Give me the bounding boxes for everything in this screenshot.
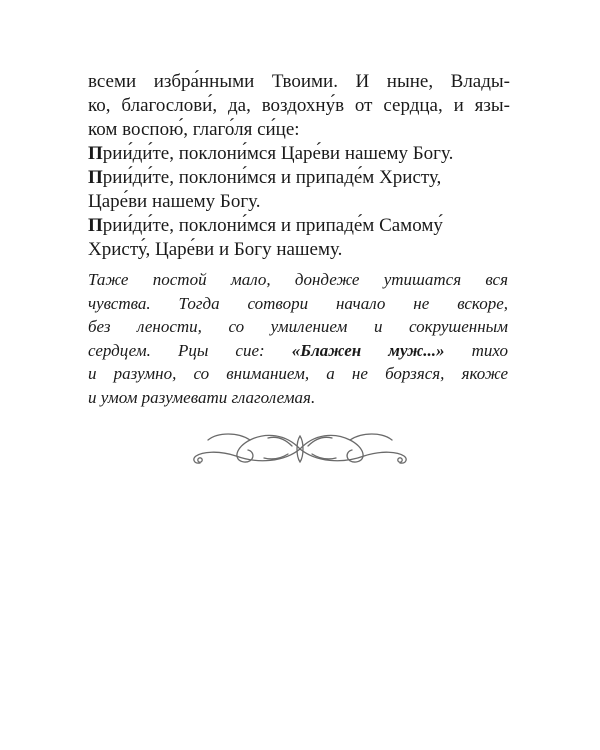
rubric-line: без лености, со умилением и сокрушенным bbox=[88, 317, 508, 337]
prayer-line: ком воспою́, глаго́ля си́це: bbox=[88, 119, 300, 140]
verse-initial: П bbox=[88, 167, 103, 188]
rubric-line: и умом разумевати глаголемая. bbox=[88, 387, 316, 407]
verse-text: рии́ди́те, поклони́мся и припаде́м Христу, bbox=[102, 167, 442, 188]
rubric-line: чувства. Тогда сотвори начало не вскоре, bbox=[88, 293, 508, 313]
rubric-instruction bbox=[88, 268, 508, 410]
rubric-line bbox=[88, 339, 508, 363]
verse-line bbox=[88, 166, 510, 190]
verse-continuation: Царе́ви нашему Богу. bbox=[88, 191, 261, 212]
verse-initial: П bbox=[88, 215, 103, 236]
flourish-ornament-icon bbox=[188, 426, 412, 472]
rubric-line: Таже постой мало, дондеже утишатся вся bbox=[88, 270, 508, 289]
prayer-line: всеми избра́нными Твоими. И ныне, Влады- bbox=[88, 71, 510, 92]
rubric-bold-incipit: «Блажен муж...» bbox=[291, 340, 445, 360]
rubric-text: сердцем. Рцы сие: bbox=[88, 340, 292, 360]
verse-line bbox=[88, 142, 510, 166]
rubric-line: и разумно, со вниманием, а не борзяся, якоже bbox=[88, 364, 508, 384]
verse-initial: П bbox=[88, 143, 103, 164]
verse-continuation: Христу́, Царе́ви и Богу нашему. bbox=[88, 239, 343, 260]
prayer-line: ко, благослови́, да, воздохну́в от сердца, и язы- bbox=[88, 95, 510, 116]
verse-line bbox=[88, 214, 510, 238]
verse-text: рии́ди́те, поклони́мся и припаде́м Самому́ bbox=[102, 215, 443, 236]
verse-text: рии́ди́те, поклони́мся Царе́ви нашему Богу. bbox=[102, 143, 454, 164]
prayer-text bbox=[88, 70, 510, 262]
rubric-text: тихо bbox=[444, 340, 508, 360]
